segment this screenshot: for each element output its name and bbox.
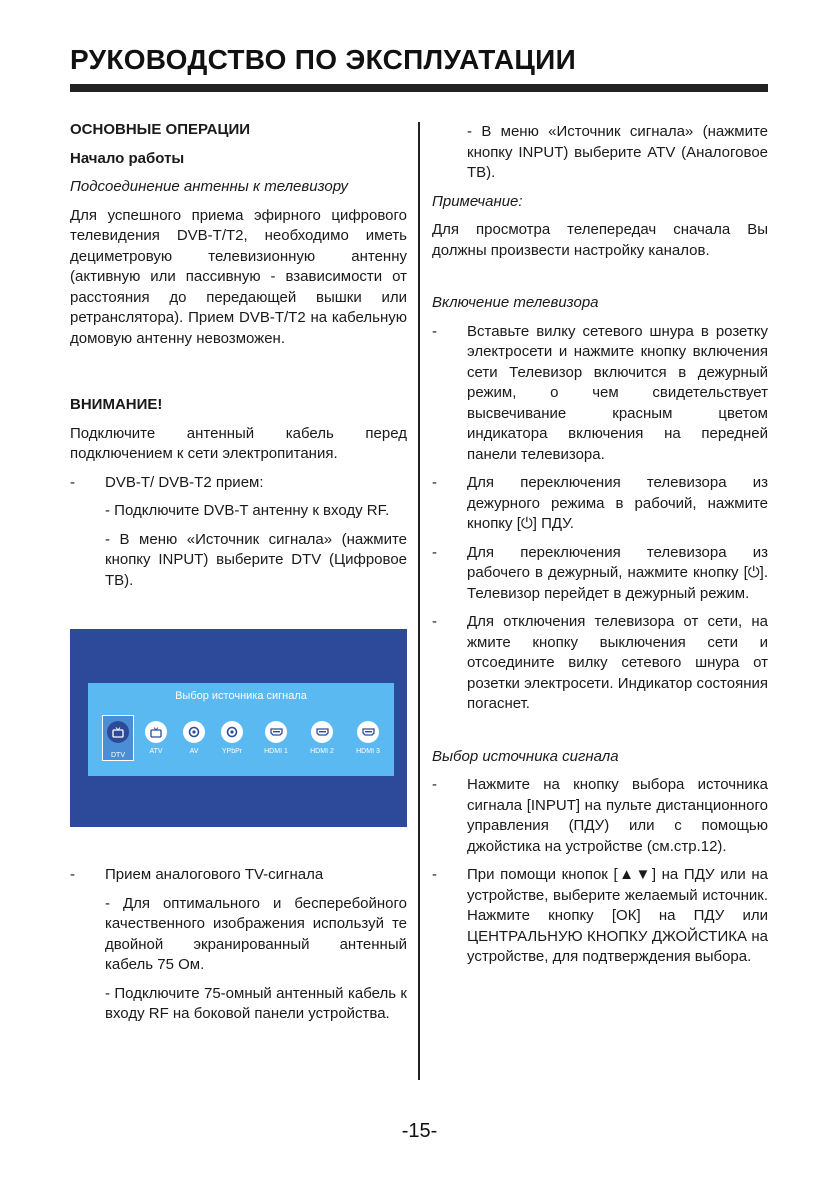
power-item-text: Для переключения телевизора из рабочего в дежурный, нажмите кнопку [⏻]. Телевизор перейдет в дежурный режим.: [467, 543, 768, 602]
analog-list-item: [70, 865, 407, 886]
power-list-item: [432, 473, 768, 535]
source-item-atv: [136, 721, 176, 757]
subsection-title: Начало работы: [70, 149, 185, 167]
power-heading: Включение телевизора: [432, 294, 599, 311]
antenna-heading: Подсоединение антенны к телевизору: [70, 178, 349, 195]
av-jack-icon: [183, 721, 205, 743]
warning-paragraph: Подключите антенный кабель перед подключением к сети электропитания.: [70, 424, 407, 462]
dash-marker: -: [432, 776, 437, 793]
source-label: AV: [189, 748, 199, 755]
source-item-hdmi2: [302, 721, 342, 757]
atv-step: - В меню «Источник сигнала» (нажмите кнопку INPUT) выберите ATV (Аналоговое ТВ).: [467, 123, 768, 181]
source-item-ypbpr: [212, 721, 252, 757]
power-list-item: [432, 322, 768, 466]
power-item-text: Вставьте вилку сетевого шнура в розетку электросети и нажмите кнопку включения сети Телевизор включится в дежурный режим, о чем свидетельствует высвечивание красным цветом индикатора включения на передней панели телевизора.: [467, 322, 768, 463]
source-item-av: [174, 721, 214, 757]
right-column: [432, 122, 768, 976]
dash-marker: -: [432, 322, 437, 340]
source-label: HDMI 1: [264, 748, 288, 755]
source-label: YPbPr: [221, 748, 243, 755]
dvb-list-item: [70, 473, 407, 494]
power-list-item: [432, 612, 768, 715]
dash-marker: -: [432, 613, 437, 630]
dvb-item-text: DVB-T/ DVB-T2 прием:: [105, 473, 264, 491]
power-item-text: Для переключения телевизора из дежурного режима в рабочий, нажмите кнопку [⏻] ПДУ.: [467, 474, 768, 532]
dash-marker: -: [70, 866, 75, 883]
note-paragraph: Для просмотра телепередач сначала Вы должны произвести настройку каналов.: [432, 221, 768, 259]
hdmi-port-icon: [357, 721, 379, 743]
analog-step-1: - Для оптимального и бесперебойного качественного изображения используй те двойной экранированный антенный кабель 75 Ом.: [105, 894, 407, 973]
tv-source-menu-screenshot: [70, 629, 407, 827]
dash-marker: -: [432, 543, 437, 561]
left-column: [70, 120, 407, 1033]
source-item-dtv: [98, 715, 138, 761]
dash-marker: -: [432, 474, 437, 491]
dash-marker: -: [432, 866, 437, 883]
source-list-item: [432, 775, 768, 857]
hdmi-port-icon: [265, 721, 287, 743]
source-list-item: [432, 865, 768, 968]
hdmi-port-icon: [311, 721, 333, 743]
source-item-text: Нажмите на кнопку выбора источника сигнала [INPUT] на пульте дистанционного управления (ПДУ) или с помощью джойстика на устройстве (см.стр.12).: [467, 776, 768, 855]
source-heading: Выбор источника сигнала: [432, 747, 619, 765]
source-menu-panel: [88, 683, 394, 776]
page-title: РУКОВОДСТВО ПО ЭКСПЛУАТАЦИИ: [70, 44, 577, 75]
tv-icon: [145, 721, 167, 743]
column-divider: [418, 122, 420, 1080]
dvb-step-2: - В меню «Источник сигнала» (нажмите кнопку INPUT) выберите DTV (Цифровое ТВ).: [105, 530, 407, 589]
source-label: HDMI 3: [356, 748, 380, 755]
antenna-paragraph: Для успешного приема эфирного цифрового телевидения DVB-T/T2, необходимо иметь дециметровую телевизионную антенну (активную или пассивную - взависимости от расстояния до передающей вышки или ретранслятора). Прием DVB-T/T2 на кабельную домовую антенну невозможен.: [70, 206, 407, 347]
source-menu-title: Выбор источника сигнала: [175, 690, 307, 702]
source-item-hdmi3: [348, 721, 388, 757]
selection-highlight: [102, 715, 134, 761]
source-item-text: При помощи кнопок [▲▼] на ПДУ или на устройстве, выберите желаемый источник. Нажмите кнопку [ОК] на ПДУ или ЦЕНТРАЛЬНУЮ КНОПКУ ДЖОЙСТИКА на устройстве, для подтверждения выбора.: [467, 866, 768, 965]
tv-icon: [107, 721, 129, 743]
source-label: ATV: [149, 748, 163, 755]
power-item-text: Для отключения телевизора от сети, на жмите кнопку выключения сети и отсоедините вилку сетевого шнура от розетки электросети. Индикатор состояния погаснет.: [467, 613, 768, 712]
analog-item-text: Прием аналогового TV-сигнала: [105, 866, 324, 883]
source-item-hdmi1: [256, 721, 296, 757]
power-list-item: [432, 543, 768, 605]
component-jack-icon: [221, 721, 243, 743]
warning-title: ВНИМАНИЕ!: [70, 396, 163, 413]
dvb-step-1: - Подключите DVB-T антенну к входу RF.: [105, 502, 390, 519]
source-label: HDMI 2: [310, 748, 334, 755]
source-label: DTV: [111, 752, 125, 759]
dash-marker: -: [70, 473, 75, 491]
analog-step-2: - Подключите 75-омный антенный кабель к входу RF на боковой панели устройства.: [105, 984, 407, 1022]
title-rule: [70, 84, 768, 92]
note-heading: Примечание:: [432, 192, 523, 210]
page-number: -15-: [401, 1120, 438, 1142]
section-title: ОСНОВНЫЕ ОПЕРАЦИИ: [70, 121, 251, 138]
